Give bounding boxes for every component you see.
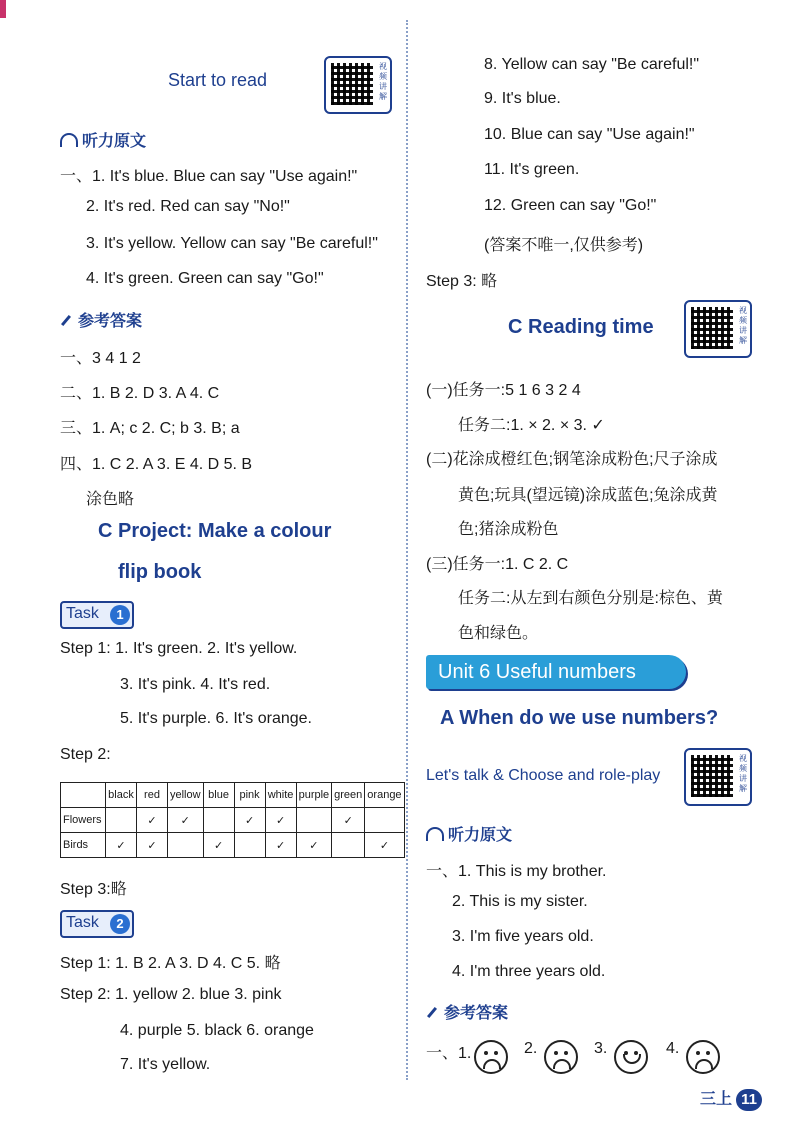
face-label: 2. [524, 1040, 538, 1057]
listening-line: 4. It's green. Green can say "Go!" [86, 270, 324, 287]
table-header: black [106, 783, 137, 808]
project-title: C Project: Make a colour [98, 520, 332, 542]
reading-line: (一)任务一:5 1 6 3 2 4 [426, 382, 581, 399]
answers-label: 参考答案 [426, 1000, 508, 1023]
answer-line: 11. It's green. [484, 161, 580, 178]
qr-caption: 视频讲解 [739, 306, 747, 345]
qr-code-icon[interactable] [324, 56, 392, 114]
table-cell: ✓ [265, 833, 296, 858]
qr-code-icon[interactable] [684, 300, 752, 358]
sad-face-icon [686, 1040, 720, 1074]
listening-label: 听力原文 [426, 822, 512, 845]
listening-line: 一、1. It's blue. Blue can say "Use again!" [60, 168, 358, 185]
lets-talk-heading: Let's talk & Choose and role-play [426, 767, 661, 784]
task-2-badge: Task 2 [60, 910, 134, 938]
task1-line: 5. It's purple. 6. It's orange. [120, 710, 312, 727]
answers-label: 参考答案 [60, 308, 142, 331]
table-cell: ✓ [265, 808, 296, 833]
faces-prefix: 一、1. [426, 1045, 472, 1062]
answer-line: 三、1. A; c 2. C; b 3. B; a [60, 420, 240, 437]
table-header: blue [203, 783, 234, 808]
answer-line: 9. It's blue. [484, 90, 561, 107]
page-footer [700, 1086, 762, 1111]
table-cell [168, 833, 204, 858]
answer-line: 12. Green can say "Go!" [484, 197, 657, 214]
answer-line: 二、1. B 2. D 3. A 4. C [60, 385, 220, 402]
answer-line: 一、3 4 1 2 [60, 350, 141, 367]
qr-caption: 视频讲解 [379, 62, 387, 101]
pen-icon [61, 315, 71, 326]
table-header: white [265, 783, 296, 808]
headphones-icon [60, 133, 78, 147]
listening-line: 2. This is my sister. [452, 893, 588, 910]
task2-line: Step 1: 1. B 2. A 3. D 4. C 5. 略 [60, 955, 281, 972]
pen-icon [427, 1007, 437, 1018]
row-label: Flowers [61, 808, 106, 833]
unit-banner: Unit 6 Useful numbers [426, 655, 686, 689]
table-cell: ✓ [234, 808, 265, 833]
table-header: red [137, 783, 168, 808]
table-cell: ✓ [332, 808, 365, 833]
table-cell: ✓ [137, 808, 168, 833]
qr-caption: 视频讲解 [739, 754, 747, 793]
column-divider [406, 20, 408, 1080]
happy-face-icon [614, 1040, 648, 1074]
table-cell [203, 808, 234, 833]
qr-code-icon[interactable] [684, 748, 752, 806]
table-header: green [332, 783, 365, 808]
answer-note: (答案不唯一,仅供参考) [484, 237, 644, 254]
table-header: purple [296, 783, 332, 808]
answer-line: 涂色略 [86, 491, 135, 508]
grade-label: 三上 [699, 1091, 732, 1108]
task-1-badge: Task 1 [60, 601, 134, 629]
answer-line: 8. Yellow can say "Be careful!" [484, 56, 700, 73]
table-cell [365, 808, 404, 833]
listening-line: 4. I'm three years old. [452, 963, 606, 980]
table-header: yellow [168, 783, 204, 808]
task1-line: Step 2: [60, 746, 111, 763]
table-cell: ✓ [137, 833, 168, 858]
listening-label: 听力原文 [60, 128, 146, 151]
answer-line: 10. Blue can say "Use again!" [484, 126, 695, 143]
headphones-icon [426, 827, 444, 841]
task2-line: 4. purple 5. black 6. orange [120, 1022, 314, 1039]
table-cell: ✓ [168, 808, 204, 833]
table-corner [61, 783, 106, 808]
table-row [61, 808, 405, 833]
table-cell: ✓ [365, 833, 404, 858]
reading-line: 黄色;玩具(望远镜)涂成蓝色;兔涂成黄 [458, 487, 718, 504]
table-cell: ✓ [296, 833, 332, 858]
task1-line: 3. It's pink. 4. It's red. [120, 676, 271, 693]
table-cell: ✓ [203, 833, 234, 858]
table-cell [332, 833, 365, 858]
table-cell [234, 833, 265, 858]
colour-table [60, 782, 405, 858]
listening-line: 3. I'm five years old. [452, 928, 594, 945]
table-header: orange [365, 783, 404, 808]
sad-face-icon [474, 1040, 508, 1074]
listening-line: 一、1. This is my brother. [426, 863, 607, 880]
reading-line: (三)任务一:1. C 2. C [426, 556, 569, 573]
face-label: 3. [594, 1040, 608, 1057]
section-title: A When do we use numbers? [440, 707, 719, 729]
page-number: 11 [736, 1089, 762, 1111]
face-label: 4. [666, 1040, 680, 1057]
table-cell [106, 808, 137, 833]
reading-line: 任务二:1. × 2. × 3. ✓ [458, 417, 605, 434]
listening-line: 3. It's yellow. Yellow can say "Be careful!" [86, 235, 378, 252]
reading-line: 任务二:从左到右颜色分别是:棕色、黄 [458, 590, 723, 607]
step3-line: Step 3: 略 [426, 273, 498, 290]
table-header: pink [234, 783, 265, 808]
reading-line: (二)花涂成橙红色;钢笔涂成粉色;尺子涂成 [426, 451, 718, 468]
table-row [61, 833, 405, 858]
reading-time-title: C Reading time [508, 316, 654, 338]
reading-line: 色和绿色。 [458, 625, 539, 642]
task1-line: Step 1: 1. It's green. 2. It's yellow. [60, 640, 298, 657]
table-cell [296, 808, 332, 833]
start-to-read-heading: Start to read [168, 70, 268, 90]
table-header-row [61, 783, 405, 808]
task2-line: 7. It's yellow. [120, 1056, 211, 1073]
row-label: Birds [61, 833, 106, 858]
project-title-cont: flip book [118, 561, 202, 583]
page-corner-mark [0, 0, 6, 18]
task2-line: Step 2: 1. yellow 2. blue 3. pink [60, 986, 282, 1003]
table-cell: ✓ [106, 833, 137, 858]
reading-line: 色;猪涂成粉色 [458, 521, 559, 538]
step3-line: Step 3:略 [60, 881, 127, 898]
listening-line: 2. It's red. Red can say "No!" [86, 198, 290, 215]
sad-face-icon [544, 1040, 578, 1074]
answer-line: 四、1. C 2. A 3. E 4. D 5. B [60, 456, 253, 473]
